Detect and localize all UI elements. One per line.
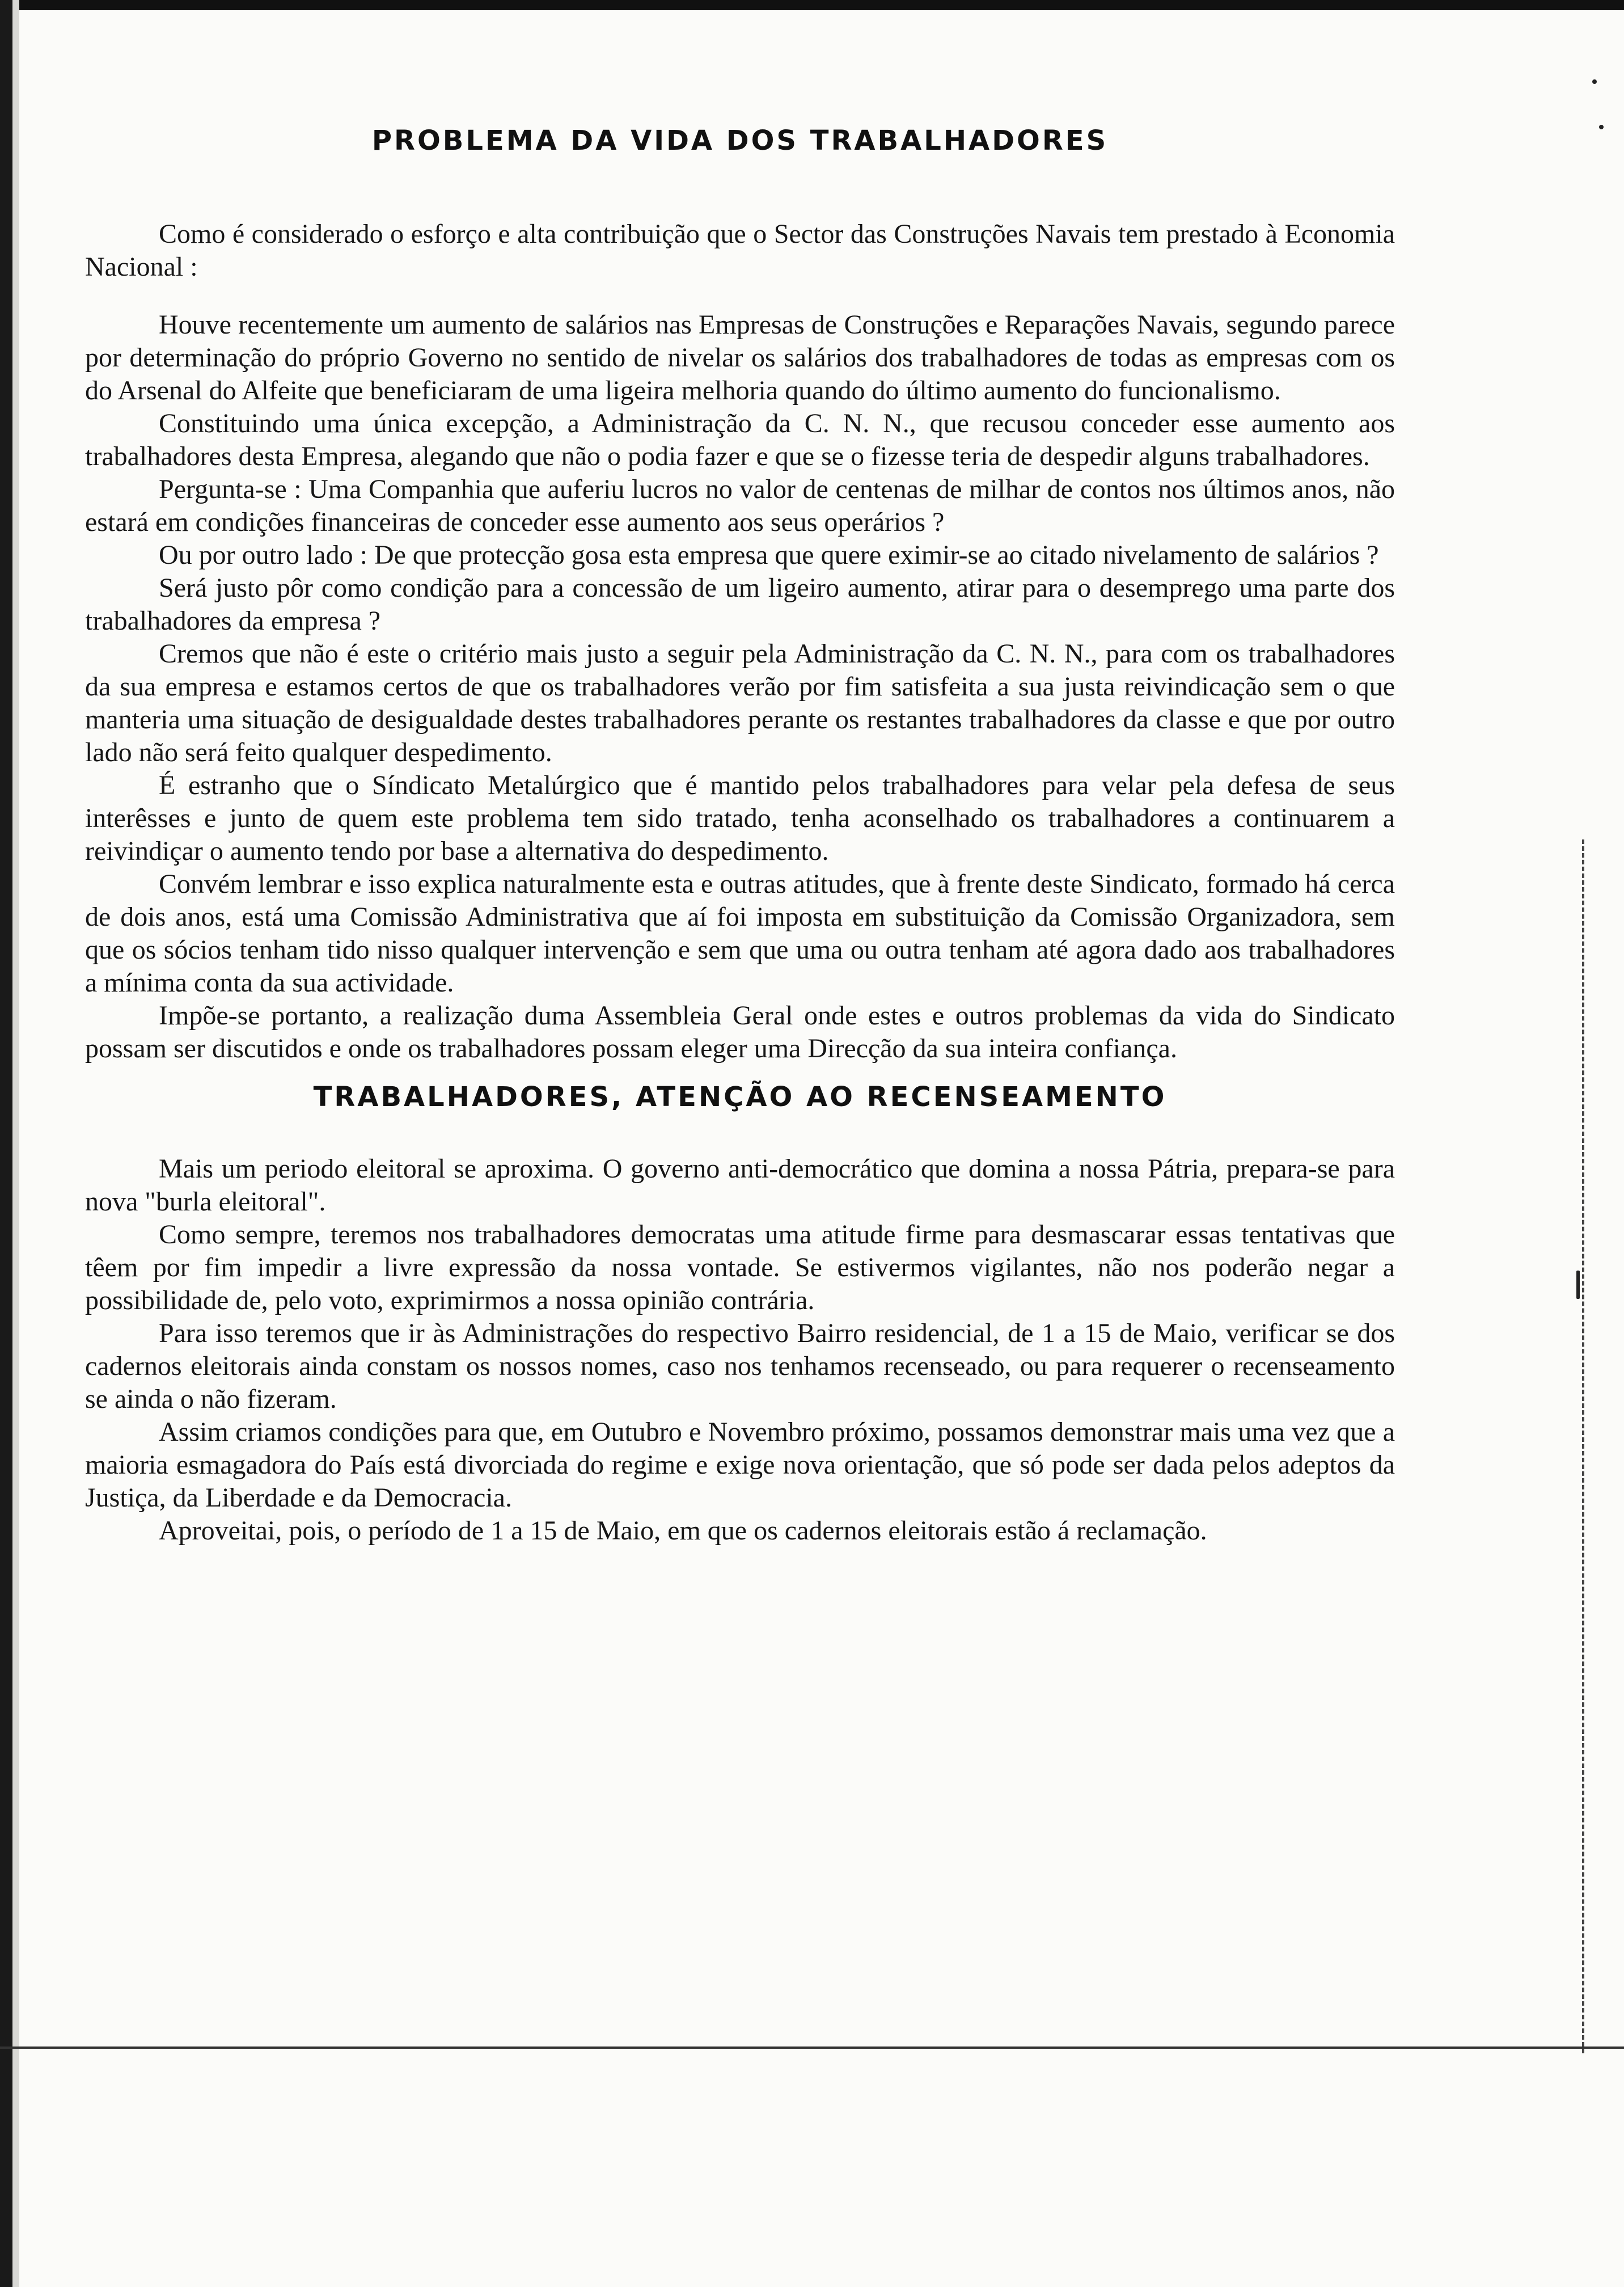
scan-edge-shadow: [12, 0, 19, 2287]
scan-edge-top: [0, 0, 1624, 10]
paragraph: Como sempre, teremos nos trabalhadores democratas uma atitude firme para desmascarar essas tentativas que têem por fim impedir a livre expressão da nossa vontade. Se estivermos vigilantes, não nos poderão negar a possibilidade de, pelo voto, exprimirmos a nossa opinião contrária.: [85, 1220, 1395, 1315]
paragraph: Constituindo uma única excepção, a Administração da C. N. N., que recusou conceder esse aumento aos trabalhadores desta Empresa, alegando que não o podia fazer e que se o fizesse teria de despedir alguns trabalhadores.: [85, 408, 1395, 471]
scan-speck: [1599, 125, 1604, 129]
paragraph: Será justo pôr como condição para a concessão de um ligeiro aumento, atirar para o desemprego uma parte dos trabalhadores da empresa ?: [85, 573, 1395, 636]
paragraph: Para isso teremos que ir às Administrações do respectivo Bairro residencial, de 1 a 15 de Maio, verificar se dos cadernos eleitorais ainda constam os nossos nomes, caso nos tenhamos recenseado, ou para requerer o recenseamento se ainda o não fizeram.: [85, 1318, 1395, 1414]
scan-speck: [1592, 79, 1597, 84]
paragraph: Impõe-se portanto, a realização duma Assembleia Geral onde estes e outros problemas da vida do Sindicato possam ser discutidos e onde os trabalhadores possam eleger uma Direcção da sua inteira confiança.: [85, 1001, 1395, 1064]
scan-speck: [1576, 1271, 1580, 1299]
paragraph: Houve recentemente um aumento de salários nas Empresas de Construções e Reparações Navais, segundo parece por determinação do próprio Governo no sentido de nivelar os salários dos trabalhadores de todas as empresas com os do Arsenal do Alfeite que beneficiaram de uma ligeira melhoria quando do último aumento do funcionalismo.: [85, 310, 1395, 406]
margin-dash-line: [1582, 839, 1584, 2053]
heading-recenseamento: TRABALHADORES, ATENÇÃO AO RECENSEAMENTO: [313, 1081, 1167, 1113]
bottom-rule: [0, 2047, 1624, 2049]
paragraph: Como é considerado o esforço e alta contribuição que o Sector das Construções Navais tem prestado à Economia Nacional :: [85, 219, 1395, 282]
paragraph: Assim criamos condições para que, em Outubro e Novembro próximo, possamos demonstrar mais uma vez que a maioria esmagadora do País está divorciada do regime e exige nova orientação, que só pode ser dada pelos adeptos da Justiça, da Liberdade e da Democracia.: [85, 1417, 1395, 1513]
heading-problema: PROBLEMA DA VIDA DOS TRABALHADORES: [371, 125, 1109, 157]
paragraph: É estranho que o Síndicato Metalúrgico que é mantido pelos trabalhadores para velar pela defesa de seus interêsses e junto de quem este problema tem sido tratado, tenha aconselhado os trabalhadores a continuarem a reivindiçar o aumento tendo por base a alternativa do despedimento.: [85, 770, 1395, 866]
document-body: [85, 125, 1395, 1547]
paragraph: Cremos que não é este o critério mais justo a seguir pela Administração da C. N. N., para com os trabalhadores da sua empresa e estamos certos de que os trabalhadores verão por fim satisfeita a sua justa reivindicação sem o que manteria uma situação de desigualdade destes trabalhadores perante os restantes trabalhadores da classe e que por outro lado não será feito qualquer despedimento.: [85, 639, 1395, 767]
paragraph: Ou por outro lado : De que protecção gosa esta empresa que quere eximir-se ao citado nivelamento de salários ?: [159, 540, 1379, 570]
scan-edge-left: [0, 0, 12, 2287]
paragraph: Convém lembrar e isso explica naturalmente esta e outras atitudes, que à frente deste Sindicato, formado há cerca de dois anos, está uma Comissão Administrativa que aí foi imposta em substituição da Comissão Organizadora, sem que os sócios tenham tido nisso qualquer intervenção e sem que uma ou outra tenham até agora dado aos trabalhadores a mínima conta da sua actividade.: [85, 869, 1395, 998]
paragraph: Aproveitai, pois, o período de 1 a 15 de Maio, em que os cadernos eleitorais estão á reclamação.: [159, 1516, 1207, 1546]
paragraph-gap: [85, 284, 1395, 309]
paragraph: Pergunta-se : Uma Companhia que auferiu lucros no valor de centenas de milhar de contos nos últimos anos, não estará em condições financeiras de conceder esse aumento aos seus operários ?: [85, 474, 1395, 537]
paragraph: Mais um periodo eleitoral se aproxima. O governo anti-democrático que domina a nossa Pátria, prepara-se para nova "burla eleitoral".: [85, 1154, 1395, 1217]
